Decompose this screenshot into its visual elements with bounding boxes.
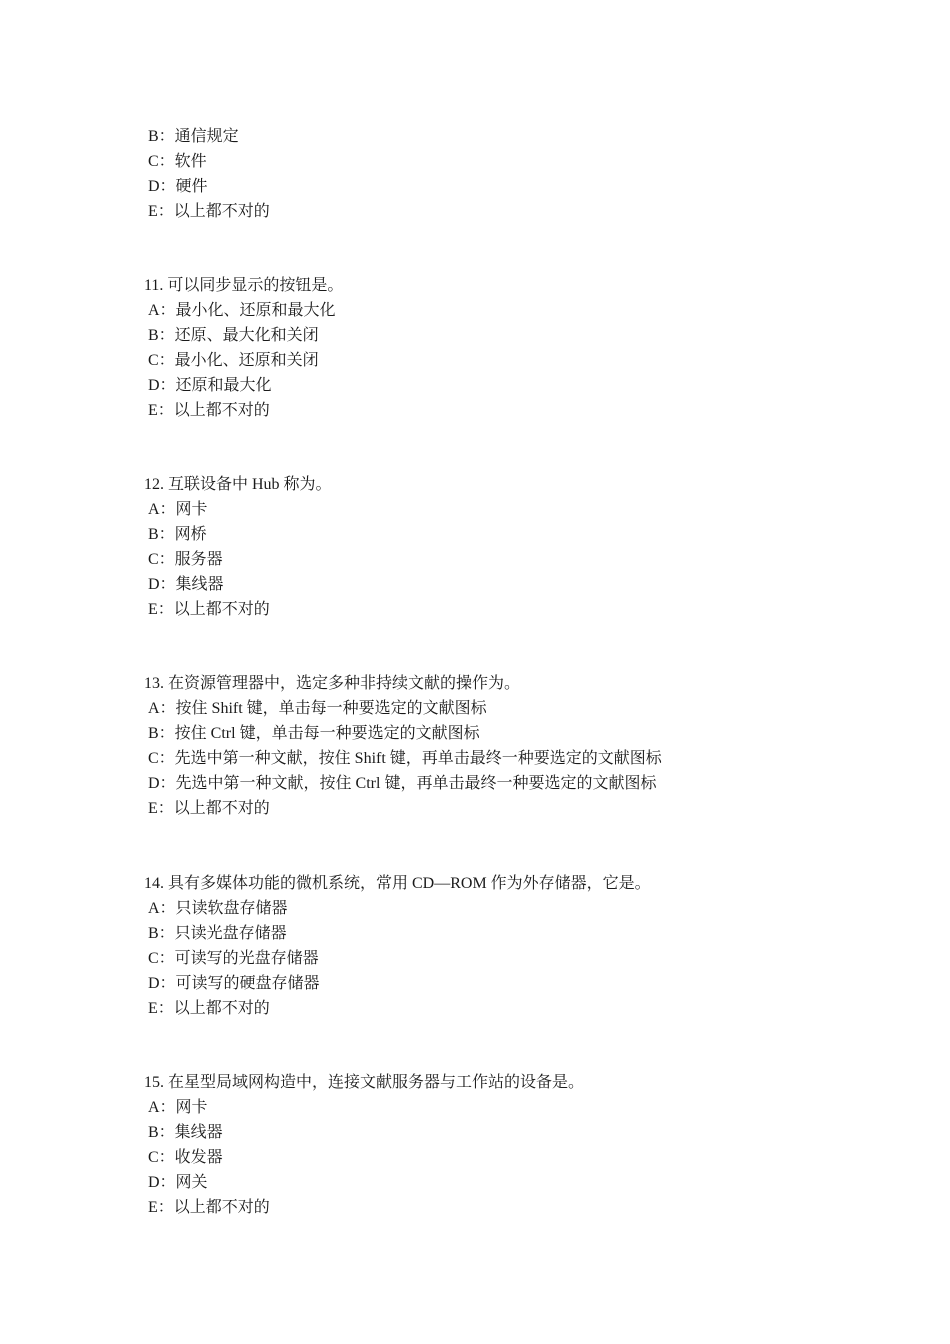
- question-15: [144, 1070, 844, 1220]
- option-c: C：收发器: [148, 1149, 223, 1166]
- option-d: D：还原和最大化: [148, 377, 272, 394]
- option-e: E：以上都不对的: [148, 402, 270, 419]
- option-e: E：以上都不对的: [148, 203, 270, 220]
- question-10-continuation: [144, 124, 844, 224]
- question-stem: 14. 具有多媒体功能的微机系统，常用 CD—ROM 作为外存储器，它是。: [144, 875, 651, 892]
- option-a: A：按住 Shift 键，单击每一种要选定的文献图标: [148, 700, 487, 717]
- question-stem: 15. 在星型局域网构造中，连接文献服务器与工作站的设备是。: [144, 1074, 585, 1091]
- option-d: D：可读写的硬盘存储器: [148, 975, 320, 992]
- option-b: B：只读光盘存储器: [148, 925, 287, 942]
- option-b: B：网桥: [148, 526, 207, 543]
- option-c: C：可读写的光盘存储器: [148, 950, 319, 967]
- option-e: E：以上都不对的: [148, 1000, 270, 1017]
- option-e: E：以上都不对的: [148, 800, 270, 817]
- option-a: A：网卡: [148, 501, 208, 518]
- option-b: B：还原、最大化和关闭: [148, 327, 319, 344]
- option-d: D：先选中第一种文献，按住 Ctrl 键，再单击最终一种要选定的文献图标: [148, 775, 657, 792]
- option-a: A：只读软盘存储器: [148, 900, 288, 917]
- option-d: D：集线器: [148, 576, 224, 593]
- question-stem: 13. 在资源管理器中，选定多种非持续文献的操作为。: [144, 675, 521, 692]
- option-c: C：软件: [148, 153, 207, 170]
- question-13: [144, 671, 844, 821]
- option-e: E：以上都不对的: [148, 1199, 270, 1216]
- option-b: B：按住 Ctrl 键，单击每一种要选定的文献图标: [148, 725, 480, 742]
- question-stem: 11. 可以同步显示的按钮是。: [144, 277, 344, 294]
- option-d: D：网关: [148, 1174, 208, 1191]
- question-stem: 12. 互联设备中 Hub 称为。: [144, 476, 332, 493]
- question-11: [144, 273, 844, 423]
- option-a: A：最小化、还原和最大化: [148, 302, 336, 319]
- option-b: B：通信规定: [148, 128, 239, 145]
- option-c: C：服务器: [148, 551, 223, 568]
- option-c: C：先选中第一种文献，按住 Shift 键，再单击最终一种要选定的文献图标: [148, 750, 662, 767]
- option-b: B：集线器: [148, 1124, 223, 1141]
- question-12: [144, 472, 844, 622]
- option-a: A：网卡: [148, 1099, 208, 1116]
- question-14: [144, 871, 844, 1021]
- option-d: D：硬件: [148, 178, 208, 195]
- option-e: E：以上都不对的: [148, 601, 270, 618]
- option-c: C：最小化、还原和关闭: [148, 352, 319, 369]
